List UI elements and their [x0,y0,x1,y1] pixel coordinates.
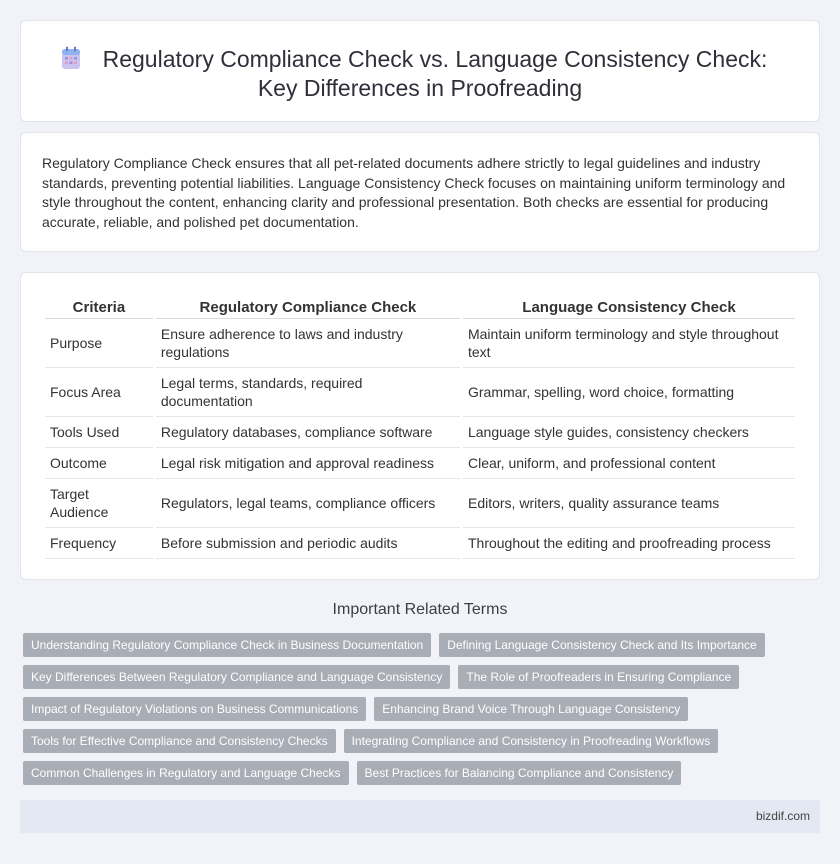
table-row [45,417,795,448]
table-cell: Language style guides, consistency checkers [463,417,795,448]
table-cell: Legal terms, standards, required documentation [156,368,460,417]
table-row [45,479,795,528]
related-term-tag[interactable]: Understanding Regulatory Compliance Check in Business Documentation [23,633,431,657]
table-cell: Before submission and periodic audits [156,528,460,559]
table-cell: Regulators, legal teams, compliance officers [156,479,460,528]
table-cell: Maintain uniform terminology and style throughout text [463,319,795,368]
comparison-table-card [20,272,820,580]
related-term-tag[interactable]: Key Differences Between Regulatory Compliance and Language Consistency [23,665,450,689]
table-cell: Grammar, spelling, word choice, formatting [463,368,795,417]
page-title [21,45,819,103]
comparison-table [42,296,798,559]
footer [20,800,820,833]
related-terms-list [23,633,823,793]
related-term-tag[interactable]: Impact of Regulatory Violations on Business Communications [23,697,366,721]
related-term-tag[interactable]: Tools for Effective Compliance and Consistency Checks [23,729,336,753]
table-cell: Target Audience [45,479,153,528]
table-cell: Tools Used [45,417,153,448]
table-header-row [45,296,795,319]
title-line-2: Key Differences in Proofreading [257,75,583,101]
related-term-tag[interactable]: Defining Language Consistency Check and Its Importance [439,633,765,657]
table-cell: Outcome [45,448,153,479]
table-cell: Regulatory databases, compliance software [156,417,460,448]
table-cell: Clear, uniform, and professional content [463,448,795,479]
table-cell: Focus Area [45,368,153,417]
intro-text: Regulatory Compliance Check ensures that all pet-related documents adhere strictly to legal guidelines and industry standards, preventing potential liabilities. Language Consistency Check focuses on maintaining uniform terminology and style throughout the content, enhancing clarity and professional presentation. Both checks are essential for producing accurate, reliable, and polished pet documentation. [42,155,786,230]
title-line-1: Regulatory Compliance Check vs. Language Consistency Check: [102,46,768,72]
table-cell: Legal risk mitigation and approval readiness [156,448,460,479]
related-term-tag[interactable]: Enhancing Brand Voice Through Language Consistency [374,697,688,721]
intro-card [20,132,820,252]
table-cell: Editors, writers, quality assurance teams [463,479,795,528]
related-term-tag[interactable]: The Role of Proofreaders in Ensuring Compliance [458,665,739,689]
header-criteria: Criteria [45,296,153,319]
table-cell: Ensure adherence to laws and industry regulations [156,319,460,368]
related-term-tag[interactable]: Integrating Compliance and Consistency in Proofreading Workflows [344,729,719,753]
related-term-tag[interactable]: Best Practices for Balancing Compliance and Consistency [357,761,682,785]
table-cell: Frequency [45,528,153,559]
table-row [45,528,795,559]
table-cell: Throughout the editing and proofreading process [463,528,795,559]
table-row [45,448,795,479]
site-link[interactable]: bizdif.com [755,809,810,823]
table-row [45,368,795,417]
header-regulatory: Regulatory Compliance Check [156,296,460,319]
title-card [20,20,820,122]
related-terms-title: Important Related Terms [332,601,508,618]
table-row [45,319,795,368]
header-language: Language Consistency Check [463,296,795,319]
related-term-tag[interactable]: Common Challenges in Regulatory and Language Checks [23,761,349,785]
table-cell: Purpose [45,319,153,368]
